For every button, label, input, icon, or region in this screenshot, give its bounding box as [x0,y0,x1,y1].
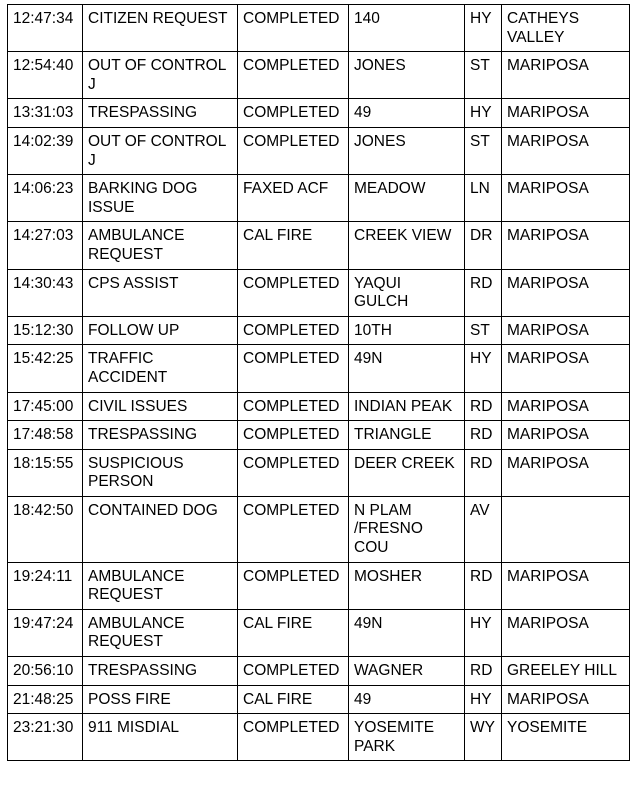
street-cell: WAGNER [349,657,465,686]
street-cell: 49N [349,345,465,392]
street-suffix-cell: RD [465,392,502,421]
incident-type-cell: TRESPASSING [83,421,238,450]
incident-type-cell: AMBULANCE REQUEST [83,562,238,609]
street-cell: 49 [349,685,465,714]
city-cell: MARIPOSA [502,345,630,392]
incident-type-cell: BARKING DOG ISSUE [83,175,238,222]
disposition-cell: COMPLETED [238,316,349,345]
disposition-cell: COMPLETED [238,562,349,609]
table-row [8,345,630,392]
incident-type-cell: OUT OF CONTROL J [83,127,238,174]
disposition-cell: COMPLETED [238,99,349,128]
table-row [8,496,630,562]
table-row [8,657,630,686]
time-cell: 21:48:25 [8,685,83,714]
time-cell: 15:12:30 [8,316,83,345]
time-cell: 23:21:30 [8,714,83,761]
time-cell: 13:31:03 [8,99,83,128]
incident-type-cell: TRESPASSING [83,99,238,128]
city-cell: MARIPOSA [502,562,630,609]
table-row [8,609,630,656]
street-suffix-cell: RD [465,421,502,450]
city-cell: MARIPOSA [502,421,630,450]
table-row [8,392,630,421]
city-cell: CATHEYS VALLEY [502,5,630,52]
incident-type-cell: POSS FIRE [83,685,238,714]
city-cell: YOSEMITE [502,714,630,761]
street-suffix-cell: RD [465,449,502,496]
street-cell: JONES [349,52,465,99]
disposition-cell: COMPLETED [238,496,349,562]
time-cell: 14:30:43 [8,269,83,316]
street-suffix-cell: ST [465,127,502,174]
city-cell: MARIPOSA [502,222,630,269]
incident-type-cell: CONTAINED DOG [83,496,238,562]
city-cell: MARIPOSA [502,127,630,174]
city-cell: MARIPOSA [502,685,630,714]
disposition-cell: COMPLETED [238,657,349,686]
time-cell: 18:42:50 [8,496,83,562]
time-cell: 12:47:34 [8,5,83,52]
street-suffix-cell: DR [465,222,502,269]
street-cell: YOSEMITE PARK [349,714,465,761]
table-row [8,685,630,714]
street-cell: DEER CREEK [349,449,465,496]
street-suffix-cell: RD [465,562,502,609]
disposition-cell: CAL FIRE [238,609,349,656]
table-row [8,714,630,761]
disposition-cell: COMPLETED [238,392,349,421]
table-row [8,269,630,316]
street-suffix-cell: WY [465,714,502,761]
disposition-cell: COMPLETED [238,269,349,316]
city-cell: MARIPOSA [502,99,630,128]
disposition-cell: COMPLETED [238,714,349,761]
street-cell: CREEK VIEW [349,222,465,269]
street-cell: JONES [349,127,465,174]
street-suffix-cell: HY [465,609,502,656]
table-row [8,99,630,128]
incident-type-cell: 911 MISDIAL [83,714,238,761]
street-suffix-cell: AV [465,496,502,562]
disposition-cell: COMPLETED [238,5,349,52]
street-suffix-cell: LN [465,175,502,222]
time-cell: 12:54:40 [8,52,83,99]
table-row [8,316,630,345]
time-cell: 18:15:55 [8,449,83,496]
table-row [8,52,630,99]
street-cell: 49 [349,99,465,128]
street-suffix-cell: ST [465,316,502,345]
city-cell: MARIPOSA [502,269,630,316]
incident-type-cell: TRESPASSING [83,657,238,686]
street-suffix-cell: HY [465,5,502,52]
street-cell: 49N [349,609,465,656]
time-cell: 15:42:25 [8,345,83,392]
incident-type-cell: CIVIL ISSUES [83,392,238,421]
street-suffix-cell: HY [465,685,502,714]
time-cell: 14:06:23 [8,175,83,222]
table-row [8,449,630,496]
street-cell: TRIANGLE [349,421,465,450]
time-cell: 20:56:10 [8,657,83,686]
time-cell: 19:47:24 [8,609,83,656]
city-cell: MARIPOSA [502,175,630,222]
city-cell: MARIPOSA [502,316,630,345]
disposition-cell: CAL FIRE [238,222,349,269]
incident-type-cell: CPS ASSIST [83,269,238,316]
city-cell [502,496,630,562]
table-row [8,127,630,174]
city-cell: MARIPOSA [502,449,630,496]
disposition-cell: COMPLETED [238,449,349,496]
street-cell: INDIAN PEAK [349,392,465,421]
disposition-cell: CAL FIRE [238,685,349,714]
call-log-body [8,5,630,761]
street-suffix-cell: RD [465,269,502,316]
street-cell: 140 [349,5,465,52]
street-cell: N PLAM /FRESNO COU [349,496,465,562]
city-cell: MARIPOSA [502,52,630,99]
incident-type-cell: SUSPICIOUS PERSON [83,449,238,496]
call-log-table [7,4,630,761]
street-cell: MOSHER [349,562,465,609]
street-suffix-cell: HY [465,99,502,128]
disposition-cell: FAXED ACF [238,175,349,222]
disposition-cell: COMPLETED [238,421,349,450]
street-cell: 10TH [349,316,465,345]
incident-type-cell: TRAFFIC ACCIDENT [83,345,238,392]
disposition-cell: COMPLETED [238,52,349,99]
street-suffix-cell: HY [465,345,502,392]
time-cell: 17:48:58 [8,421,83,450]
disposition-cell: COMPLETED [238,127,349,174]
city-cell: MARIPOSA [502,392,630,421]
table-row [8,222,630,269]
street-suffix-cell: ST [465,52,502,99]
table-row [8,562,630,609]
street-cell: YAQUI GULCH [349,269,465,316]
street-cell: MEADOW [349,175,465,222]
time-cell: 19:24:11 [8,562,83,609]
incident-type-cell: FOLLOW UP [83,316,238,345]
table-row [8,5,630,52]
time-cell: 14:02:39 [8,127,83,174]
incident-type-cell: AMBULANCE REQUEST [83,222,238,269]
time-cell: 14:27:03 [8,222,83,269]
city-cell: MARIPOSA [502,609,630,656]
table-row [8,175,630,222]
incident-type-cell: AMBULANCE REQUEST [83,609,238,656]
incident-type-cell: OUT OF CONTROL J [83,52,238,99]
street-suffix-cell: RD [465,657,502,686]
table-row [8,421,630,450]
city-cell: GREELEY HILL [502,657,630,686]
time-cell: 17:45:00 [8,392,83,421]
incident-type-cell: CITIZEN REQUEST [83,5,238,52]
disposition-cell: COMPLETED [238,345,349,392]
